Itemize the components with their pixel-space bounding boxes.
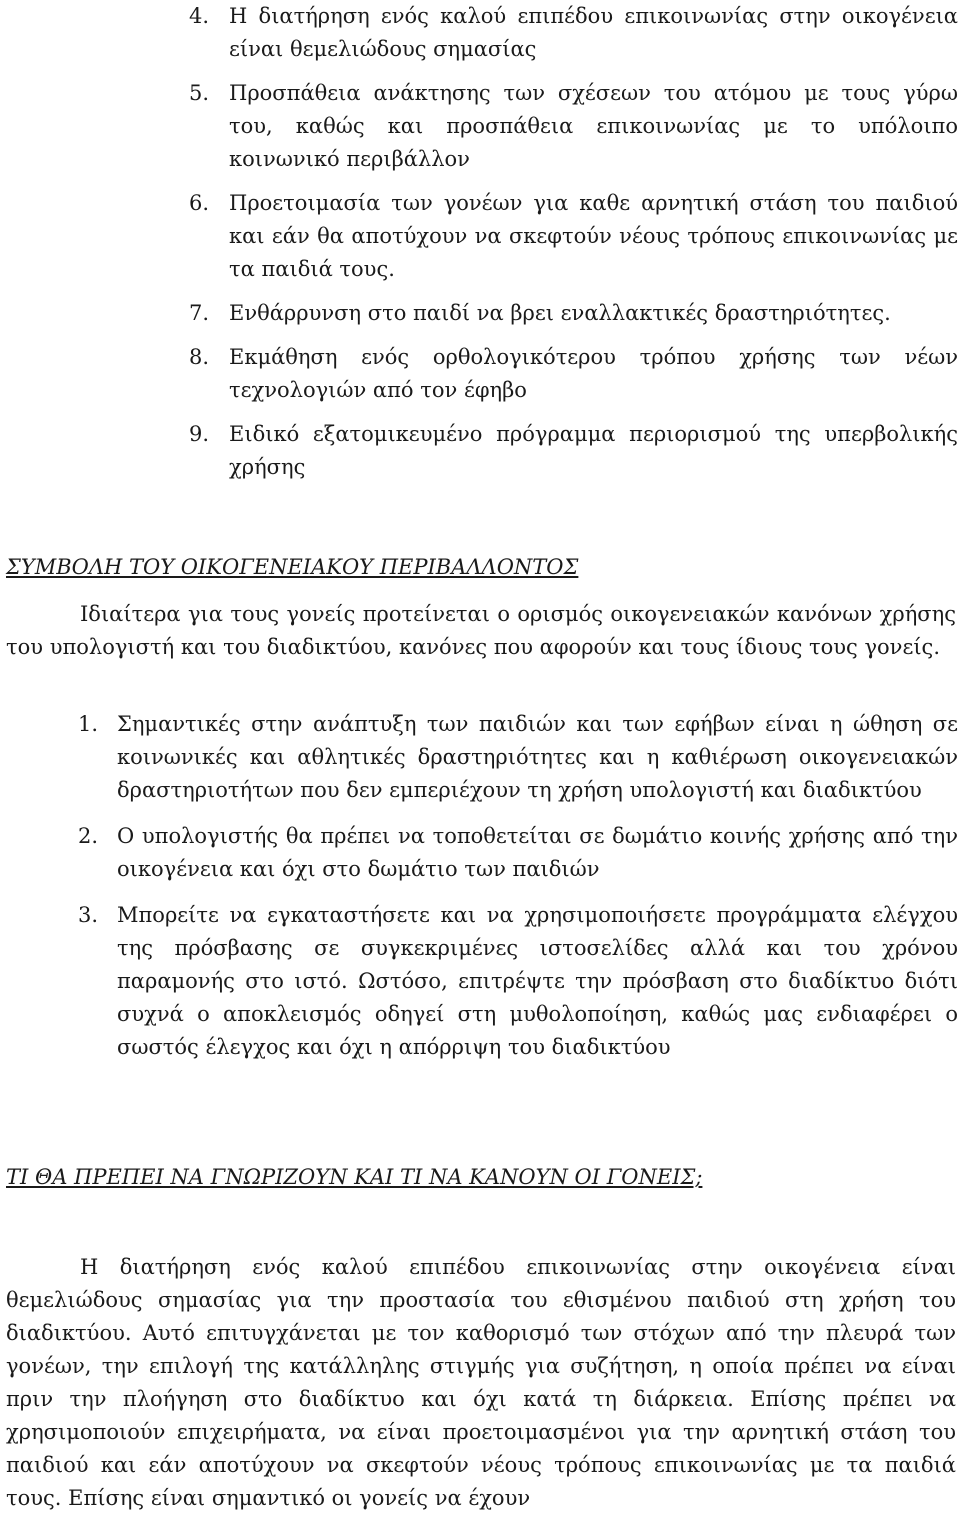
list-item xyxy=(0,77,958,176)
list-item-number: 1. xyxy=(78,712,99,736)
list-item-number: 5. xyxy=(189,81,210,105)
numbered-list-top xyxy=(0,0,958,495)
list-item xyxy=(0,708,958,807)
section-heading-family-contribution: ΣΥΜΒΟΛΗ ΤΟΥ ΟΙΚΟΓΕΝΕΙΑΚΟΥ ΠΕΡΙΒΑΛΛΟΝΤΟΣ xyxy=(6,555,579,579)
list-item xyxy=(0,0,958,66)
section-heading-parents: ΤΙ ΘΑ ΠΡΕΠΕΙ ΝΑ ΓΝΩΡΙΖΟΥΝ ΚΑΙ ΤΙ ΝΑ ΚΑΝΟΥΝ ΟΙ ΓΟΝΕΙΣ; xyxy=(6,1165,703,1189)
list-item xyxy=(0,899,958,1064)
list-item-text: Ενθάρρυνση στο παιδί να βρει εναλλακτικές δραστηριότητες. xyxy=(229,301,891,325)
list-item-text: Ειδικό εξατομικευμένο πρόγραμμα περιορισμού της υπερβολικής χρήσης xyxy=(229,422,958,479)
list-item-text: Ο υπολογιστής θα πρέπει να τοποθετείται σε δωμάτιο κοινής χρήσης από την οικογένεια και όχι στο δωμάτιο των παιδιών xyxy=(117,824,958,881)
list-item xyxy=(0,297,958,330)
list-item-text: Προετοιμασία των γονέων για καθε αρνητική στάση του παιδιού και εάν θα αποτύχουν να σκεφτούν νέους τρόπους επικοινωνίας με τα παιδιά τους. xyxy=(229,191,958,281)
numbered-list-family xyxy=(0,708,958,1077)
list-item-number: 3. xyxy=(78,903,99,927)
list-item xyxy=(0,820,958,886)
list-item-number: 2. xyxy=(78,824,99,848)
section-body-paragraph: Η διατήρηση ενός καλού επιπέδου επικοινωνίας στην οικογένεια είναι θεμελιώδους σημασίας για την προστασία του εθισμένου παιδιού στη χρήση του διαδικτύου. Αυτό επιτυγχάνεται με τον καθορισμό των στόχων από την πλευρά των γονέων, την επιλογή της κατάλληλης στιγμής για συζήτηση, η οποία πρέπει να είναι πριν την πλοήγηση στο διαδίκτυο και όχι κατά τη διάρκεια. Επίσης πρέπει να χρησιμοποιούν επιχειρήματα, να είναι προετοιμασμένοι για την αρνητική στάση του παιδιού και εάν αποτύχουν να σκεφτούν νέους τρόπους επικοινωνίας με τα παιδιά τους. Επίσης είναι σημαντικό οι γονείς να έχουν xyxy=(6,1255,956,1510)
list-item-text: Σημαντικές στην ανάπτυξη των παιδιών και των εφήβων είναι η ώθηση σε κοινωνικές και αθλητικές δραστηριότητες και η καθιέρωση οικογενειακών δραστηριοτήτων που δεν εμπεριέχουν τη χρήση υπολογιστή και διαδικτύου xyxy=(117,712,958,802)
list-item xyxy=(0,418,958,484)
list-item-number: 7. xyxy=(189,301,210,325)
list-item xyxy=(0,341,958,407)
list-item-text: Μπορείτε να εγκαταστήσετε και να χρησιμοποιήσετε προγράμματα ελέγχου της πρόσβασης σε συγκεκριμένες ιστοσελίδες αλλά και του χρόνου παραμονής στο ιστό. Ωστόσο, επιτρέψτε την πρόσβαση στο διαδίκτυο διότι συχνά ο αποκλεισμός οδηγεί στη μυθολοποίηση, καθώς μας ενδιαφέρει ο σωστός έλεγχος και όχι η απόρριψη του διαδικτύου xyxy=(117,903,958,1059)
list-item-number: 4. xyxy=(189,4,210,28)
list-item-number: 6. xyxy=(189,191,210,215)
list-item-text: Προσπάθεια ανάκτησης των σχέσεων του ατόμου με τους γύρω του, καθώς και προσπάθεια επικοινωνίας με το υπόλοιπο κοινωνικό περιβάλλον xyxy=(229,81,958,171)
list-item-number: 9. xyxy=(189,422,210,446)
list-item-text: Η διατήρηση ενός καλού επιπέδου επικοινωνίας στην οικογένεια είναι θεμελιώδους σημασίας xyxy=(229,4,958,61)
list-item-number: 8. xyxy=(189,345,210,369)
list-item-text: Εκμάθηση ενός ορθολογικότερου τρόπου χρήσης των νέων τεχνολογιών από τον έφηβο xyxy=(229,345,958,402)
section-intro-paragraph: Ιδιαίτερα για τους γονείς προτείνεται ο ορισμός οικογενειακών κανόνων χρήσης του υπολογιστή και του διαδικτύου, κανόνες που αφορούν και τους ίδιους τους γονείς. xyxy=(6,602,956,659)
list-item xyxy=(0,187,958,286)
